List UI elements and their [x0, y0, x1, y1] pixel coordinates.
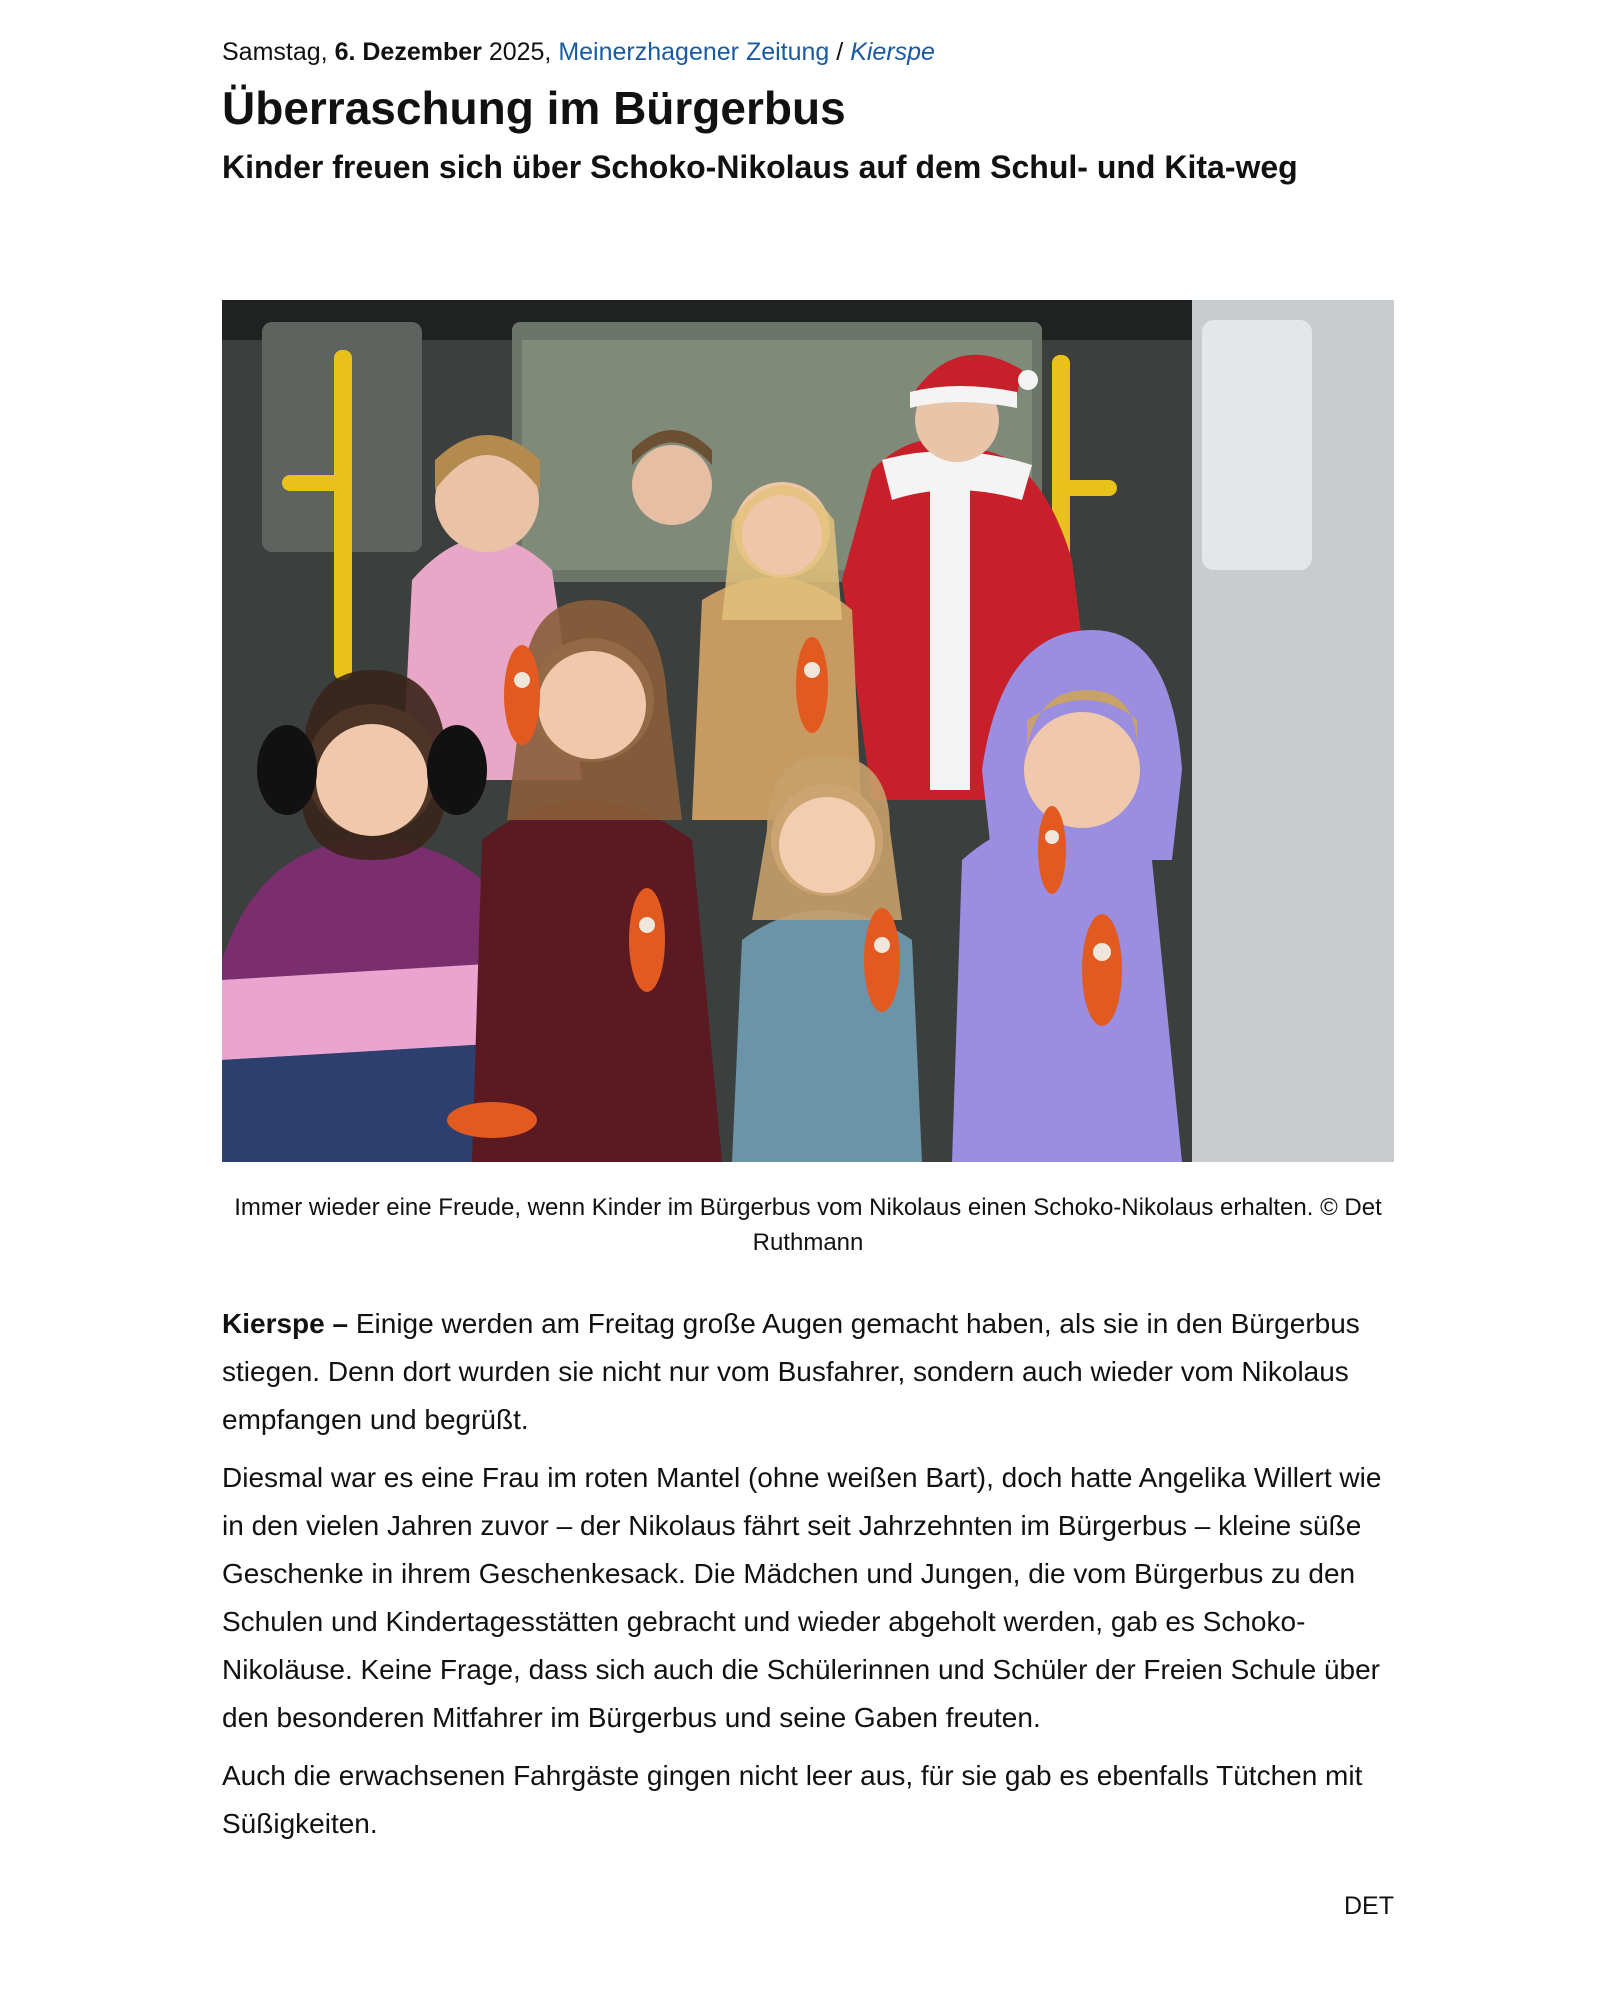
photo-caption: Immer wieder eine Freude, wenn Kinder im Bürgerbus vom Nikolaus einen Schoko-Nikolaus erhalten. © Det Ruthmann: [234, 1194, 1382, 1256]
date: 6. Dezember: [334, 38, 482, 66]
paragraph-2: Diesmal war es eine Frau im roten Mantel (ohne weißen Bart), doch hatte Angelika Willert wie in den vielen Jahren zuvor – der Nikolaus fährt seit Jahrzehnten im Bürgerbus – kleine süße Geschenke in ihrem Geschenkesack. Die Mädchen und Jungen, die vom Bürgerbus zu den Schulen und Kindertagesstätten gebracht und wieder abgeholt werden, gab es Schoko-Nikoläuse. Keine Frage, dass sich auch die Schülerinnen und Schüler der Freien Schule über den besonderen Mitfahrer im Bürgerbus und seine Gaben freuten.: [222, 1462, 1382, 1733]
headline: Überraschung im Bürgerbus: [222, 82, 846, 134]
paragraph-3: Auch die erwachsenen Fahrgäste gingen nicht leer aus, für sie gab es ebenfalls Tütchen mit Süßigkeiten.: [222, 1760, 1363, 1839]
subheadline: Kinder freuen sich über Schoko-Nikolaus auf dem Schul- und Kita-weg: [222, 149, 1298, 185]
weekday: Samstag,: [222, 38, 328, 66]
year: 2025,: [488, 38, 552, 66]
article-photo: [222, 300, 1394, 1162]
dateline-separator: /: [836, 38, 844, 66]
dateline: [222, 34, 1394, 70]
paragraph-1-text: Einige werden am Freitag große Augen gemacht haben, als sie in den Bürgerbus stiegen. Denn dort wurden sie nicht nur vom Busfahrer, sondern auch wieder vom Nikolaus empfangen und begrüßt.: [222, 1308, 1360, 1435]
publication-link[interactable]: Meinerzhagener Zeitung: [558, 38, 830, 66]
article-body: [222, 1300, 1394, 1858]
author-initials: DET: [1344, 1892, 1394, 1920]
section-link[interactable]: Kierspe: [850, 38, 935, 66]
paragraph-1: [222, 1300, 1394, 1444]
article: [222, 34, 1394, 1920]
location-label: Kierspe –: [222, 1308, 349, 1339]
